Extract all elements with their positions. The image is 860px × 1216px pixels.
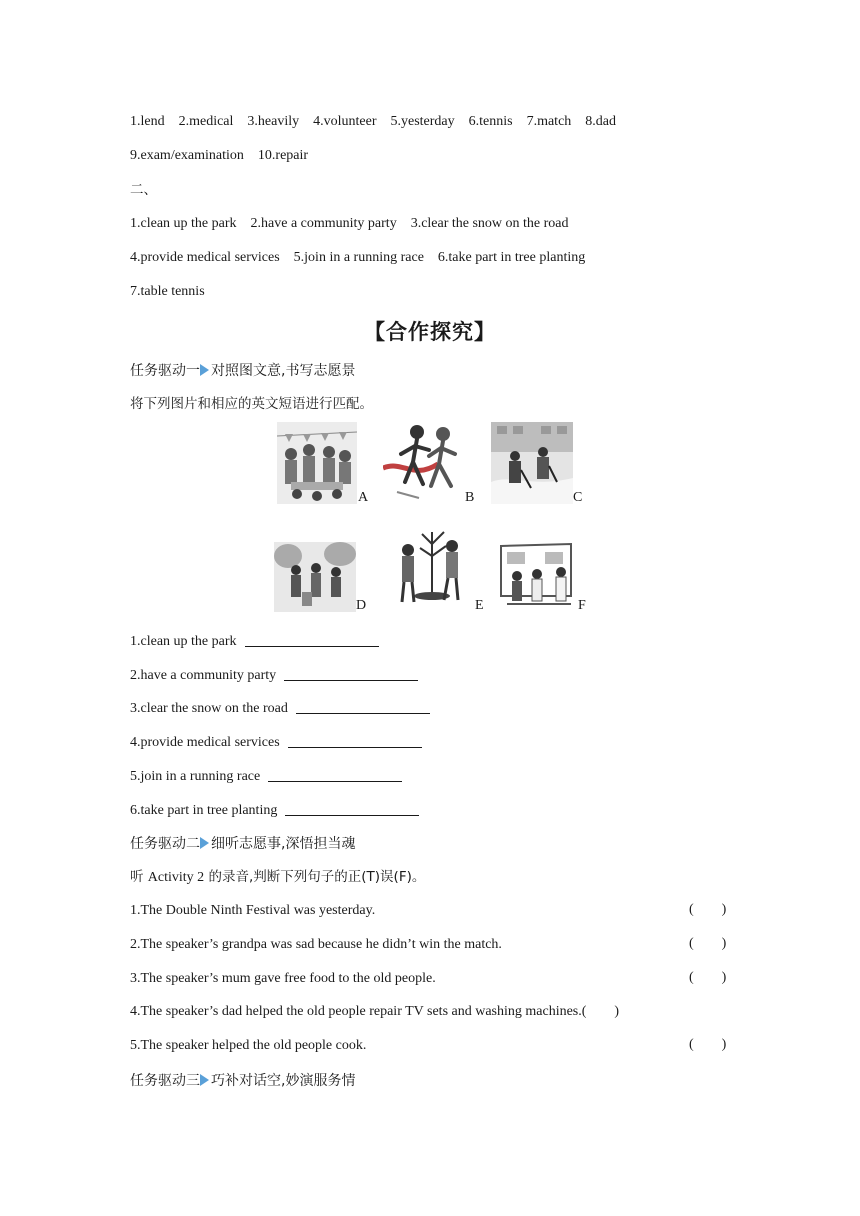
tf-statement-2: 2.The speaker’s grandpa was sad because he didn’t win the match.	[130, 937, 502, 952]
task-one-instruction: 将下列图片和相应的英文短语进行匹配。	[130, 396, 373, 412]
clearing-snow-picture	[491, 422, 573, 504]
match-item-text: 4.provide medical services	[130, 735, 280, 750]
arrow-icon	[200, 1074, 209, 1086]
running-race-picture	[383, 420, 468, 504]
answer-blank[interactable]	[285, 801, 419, 816]
section-title: 【合作探究】	[364, 320, 496, 344]
answer-row-2: 9.exam/examination 10.repair	[130, 148, 309, 163]
task-one-title: 对照图文意,书写志愿景	[211, 363, 356, 379]
arrow-icon	[200, 364, 209, 376]
tf-statement-3: 3.The speaker’s mum gave free food to the old people.	[130, 971, 436, 986]
phrase-row-2: 4.provide medical services 5.join in a running race 6.take part in tree planting	[130, 250, 586, 265]
picture-label-e: E	[475, 598, 484, 613]
match-item-text: 1.clean up the park	[130, 634, 237, 649]
tree-planting-picture	[392, 524, 468, 606]
answer-blank[interactable]	[288, 733, 422, 748]
picture-label-a: A	[358, 490, 369, 505]
match-item-3	[130, 699, 430, 718]
picture-label-b: B	[465, 490, 475, 505]
task-three-prefix: 任务驱动三	[130, 1073, 200, 1089]
instruction-part: 的录音,判断下列句子的正(T)误(F)。	[204, 869, 426, 885]
tf-answer-paren-3[interactable]: ( )	[689, 970, 727, 985]
match-item-6	[130, 801, 419, 820]
answer-blank[interactable]	[268, 767, 402, 782]
phrase-row-1: 1.clean up the park 2.have a community party 3.clear the snow on the road	[130, 216, 569, 231]
answer-blank[interactable]	[245, 632, 379, 647]
phrase-row-3: 7.table tennis	[130, 284, 205, 299]
match-item-2	[130, 666, 418, 685]
task-one-prefix: 任务驱动一	[130, 363, 200, 379]
task-three-heading	[130, 1070, 355, 1090]
tf-answer-paren-1[interactable]: ( )	[689, 902, 727, 917]
tf-answer-paren-2[interactable]: ( )	[689, 936, 727, 951]
answer-blank[interactable]	[296, 699, 430, 714]
cleaning-park-picture	[274, 542, 356, 612]
match-item-text: 5.join in a running race	[130, 769, 261, 784]
task-two-heading	[130, 833, 355, 853]
match-item-1	[130, 632, 379, 651]
match-item-text: 2.have a community party	[130, 668, 277, 683]
task-one-heading	[130, 360, 355, 380]
answer-blank[interactable]	[284, 666, 418, 681]
arrow-icon	[200, 837, 209, 849]
match-item-4	[130, 733, 422, 752]
match-item-5	[130, 767, 402, 786]
tf-answer-paren-5[interactable]: ( )	[689, 1037, 727, 1052]
medical-services-picture	[497, 540, 579, 612]
instruction-part: 听	[130, 869, 148, 885]
picture-label-f: F	[578, 598, 586, 613]
instruction-part: Activity 2	[147, 870, 205, 885]
tf-statement-5: 5.The speaker helped the old people cook.	[130, 1038, 367, 1053]
task-two-instruction	[130, 868, 425, 887]
tf-statement-4: 4.The speaker’s dad helped the old people repair TV sets and washing machines.( )	[130, 1004, 620, 1019]
match-item-text: 3.clear the snow on the road	[130, 701, 288, 716]
picture-label-c: C	[573, 490, 583, 505]
match-item-text: 6.take part in tree planting	[130, 803, 278, 818]
section-two-heading: 二、	[130, 182, 157, 198]
answer-row-1: 1.lend 2.medical 3.heavily 4.volunteer 5.yesterday 6.tennis 7.match 8.dad	[130, 114, 616, 129]
community-party-picture	[277, 422, 357, 504]
tf-statement-1: 1.The Double Ninth Festival was yesterday.	[130, 903, 376, 918]
picture-label-d: D	[356, 598, 367, 613]
task-two-title: 细听志愿事,深悟担当魂	[211, 836, 356, 852]
task-two-prefix: 任务驱动二	[130, 836, 200, 852]
task-three-title: 巧补对话空,妙演服务情	[211, 1073, 356, 1089]
